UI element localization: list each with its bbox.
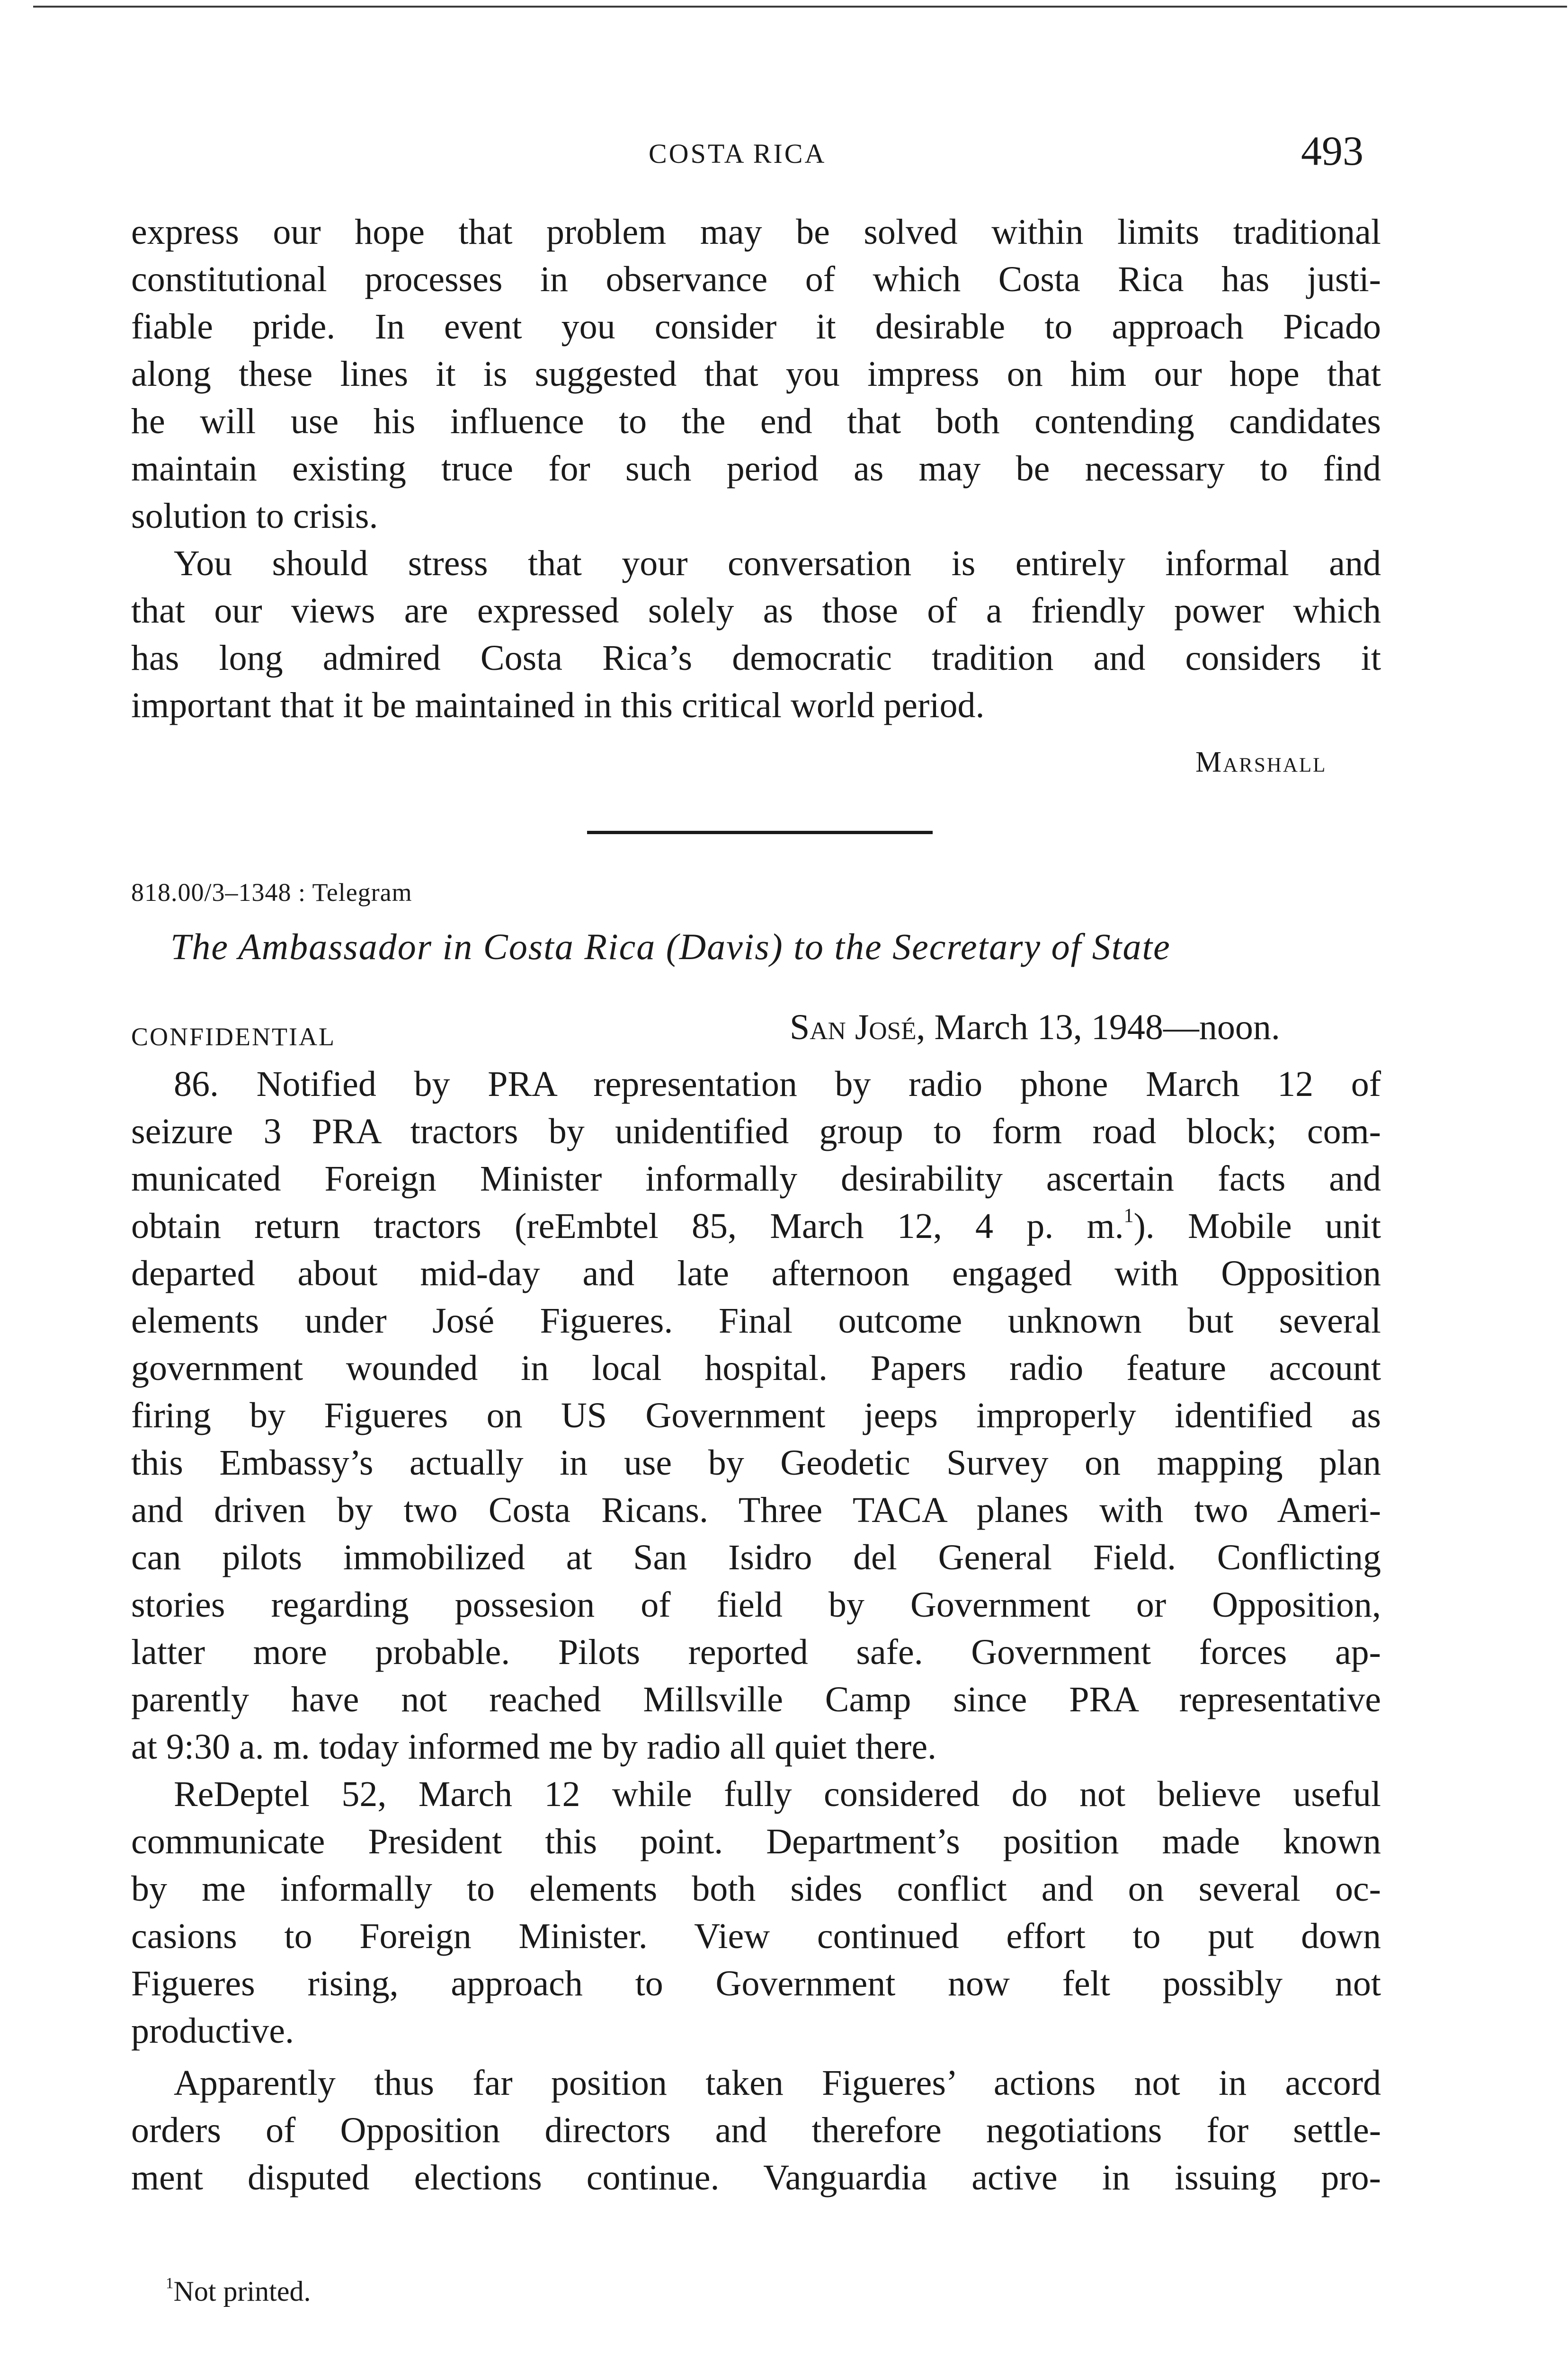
- text-line: orders of Opposition directors and therefore negotiations for settle-: [131, 2110, 1381, 2150]
- text-line: casions to Foreign Minister. View continued effort to put down: [131, 1916, 1381, 1956]
- text-line: has long admired Costa Rica’s democratic tradition and considers it: [131, 638, 1381, 678]
- text-line: ReDeptel 52, March 12 while fully considered do not believe useful: [174, 1774, 1381, 1814]
- text-line: productive.: [131, 2011, 294, 2051]
- document-heading: The Ambassador in Costa Rica (Davis) to the Secretary of State: [170, 926, 1171, 967]
- dateline-date: , March 13, 1948—noon.: [916, 1007, 1280, 1047]
- section-separator: [587, 831, 933, 834]
- text-line: can pilots immobilized at San Isidro del General Field. Conflicting: [131, 1538, 1381, 1577]
- telegram-paragraph-2: [131, 1771, 1381, 2055]
- footnote-marker: 1: [166, 2275, 174, 2292]
- text-line: that our views are expressed solely as those of a friendly power which: [131, 591, 1381, 631]
- text-line: he will use his influence to the end that both contending candidates: [131, 401, 1381, 441]
- text-line-with-footnote: [131, 1202, 1381, 1250]
- text-line: Figueres rising, approach to Government now felt possibly not: [131, 1964, 1381, 2003]
- text-line: latter more probable. Pilots reported safe. Government forces ap-: [131, 1632, 1381, 1672]
- classification-label: CONFIDENTIAL: [131, 1023, 336, 1051]
- text-line: constitutional processes in observance of which Costa Rica has justi-: [131, 259, 1381, 299]
- text-line: express our hope that problem may be solved within limits traditional: [131, 212, 1381, 252]
- top-edge-rule: [33, 6, 1567, 8]
- signature: Marshall: [1195, 746, 1327, 778]
- page-number: 493: [1301, 128, 1363, 174]
- text-line: stories regarding possesion of field by Government or Opposition,: [131, 1585, 1381, 1625]
- dateline: [790, 1004, 1280, 1051]
- text-line: parently have not reached Millsville Camp since PRA representative: [131, 1680, 1381, 1719]
- text-segment: ). Mobile unit: [1133, 1206, 1381, 1246]
- telegram-paragraph-3: [131, 2059, 1381, 2201]
- text-line: communicate President this point. Department’s position made known: [131, 1822, 1381, 1861]
- text-line: You should stress that your conversation is entirely informal and: [174, 543, 1381, 583]
- text-line: elements under José Figueres. Final outcome unknown but several: [131, 1301, 1381, 1341]
- telegram-paragraph-1: [131, 1060, 1381, 1771]
- file-reference: 818.00/3–1348 : Telegram: [131, 878, 412, 907]
- text-line: maintain existing truce for such period as may be necessary to find: [131, 449, 1381, 489]
- text-line: fiable pride. In event you consider it desirable to approach Picado: [131, 307, 1381, 347]
- text-line: government wounded in local hospital. Papers radio feature account: [131, 1348, 1381, 1388]
- dateline-place: San José: [790, 1007, 917, 1047]
- text-line: and driven by two Costa Ricans. Three TACA planes with two Ameri-: [131, 1490, 1381, 1530]
- footnote-reference: 1: [1123, 1205, 1134, 1227]
- text-line: solution to crisis.: [131, 496, 378, 536]
- running-header: COSTA RICA: [649, 138, 827, 169]
- text-line: at 9:30 a. m. today informed me by radio all quiet there.: [131, 1727, 937, 1767]
- text-line: seizure 3 PRA tractors by unidentified group to form road block; com-: [131, 1112, 1381, 1151]
- text-line: by me informally to elements both sides conflict and on several oc-: [131, 1869, 1381, 1909]
- text-line: municated Foreign Minister informally desirability ascertain facts and: [131, 1159, 1381, 1199]
- text-line: important that it be maintained in this critical world period.: [131, 685, 985, 725]
- text-line: along these lines it is suggested that you impress on him our hope that: [131, 354, 1381, 394]
- text-line: departed about mid-day and late afternoon engaged with Opposition: [131, 1254, 1381, 1293]
- footnote: [166, 2272, 311, 2310]
- text-line: Apparently thus far position taken Figueres’ actions not in accord: [174, 2063, 1381, 2103]
- intro-paragraph-1: [131, 208, 1381, 540]
- text-line: ment disputed elections continue. Vanguardia active in issuing pro-: [131, 2158, 1381, 2198]
- text-line: this Embassy’s actually in use by Geodetic Survey on mapping plan: [131, 1443, 1381, 1483]
- footnote-text: Not printed.: [173, 2276, 311, 2307]
- intro-paragraph-2: [131, 540, 1381, 729]
- text-segment: obtain return tractors (reEmbtel 85, March 12, 4 p. m.: [131, 1206, 1124, 1246]
- text-line: firing by Figueres on US Government jeeps improperly identified as: [131, 1396, 1381, 1435]
- text-line: 86. Notified by PRA representation by radio phone March 12 of: [174, 1064, 1381, 1104]
